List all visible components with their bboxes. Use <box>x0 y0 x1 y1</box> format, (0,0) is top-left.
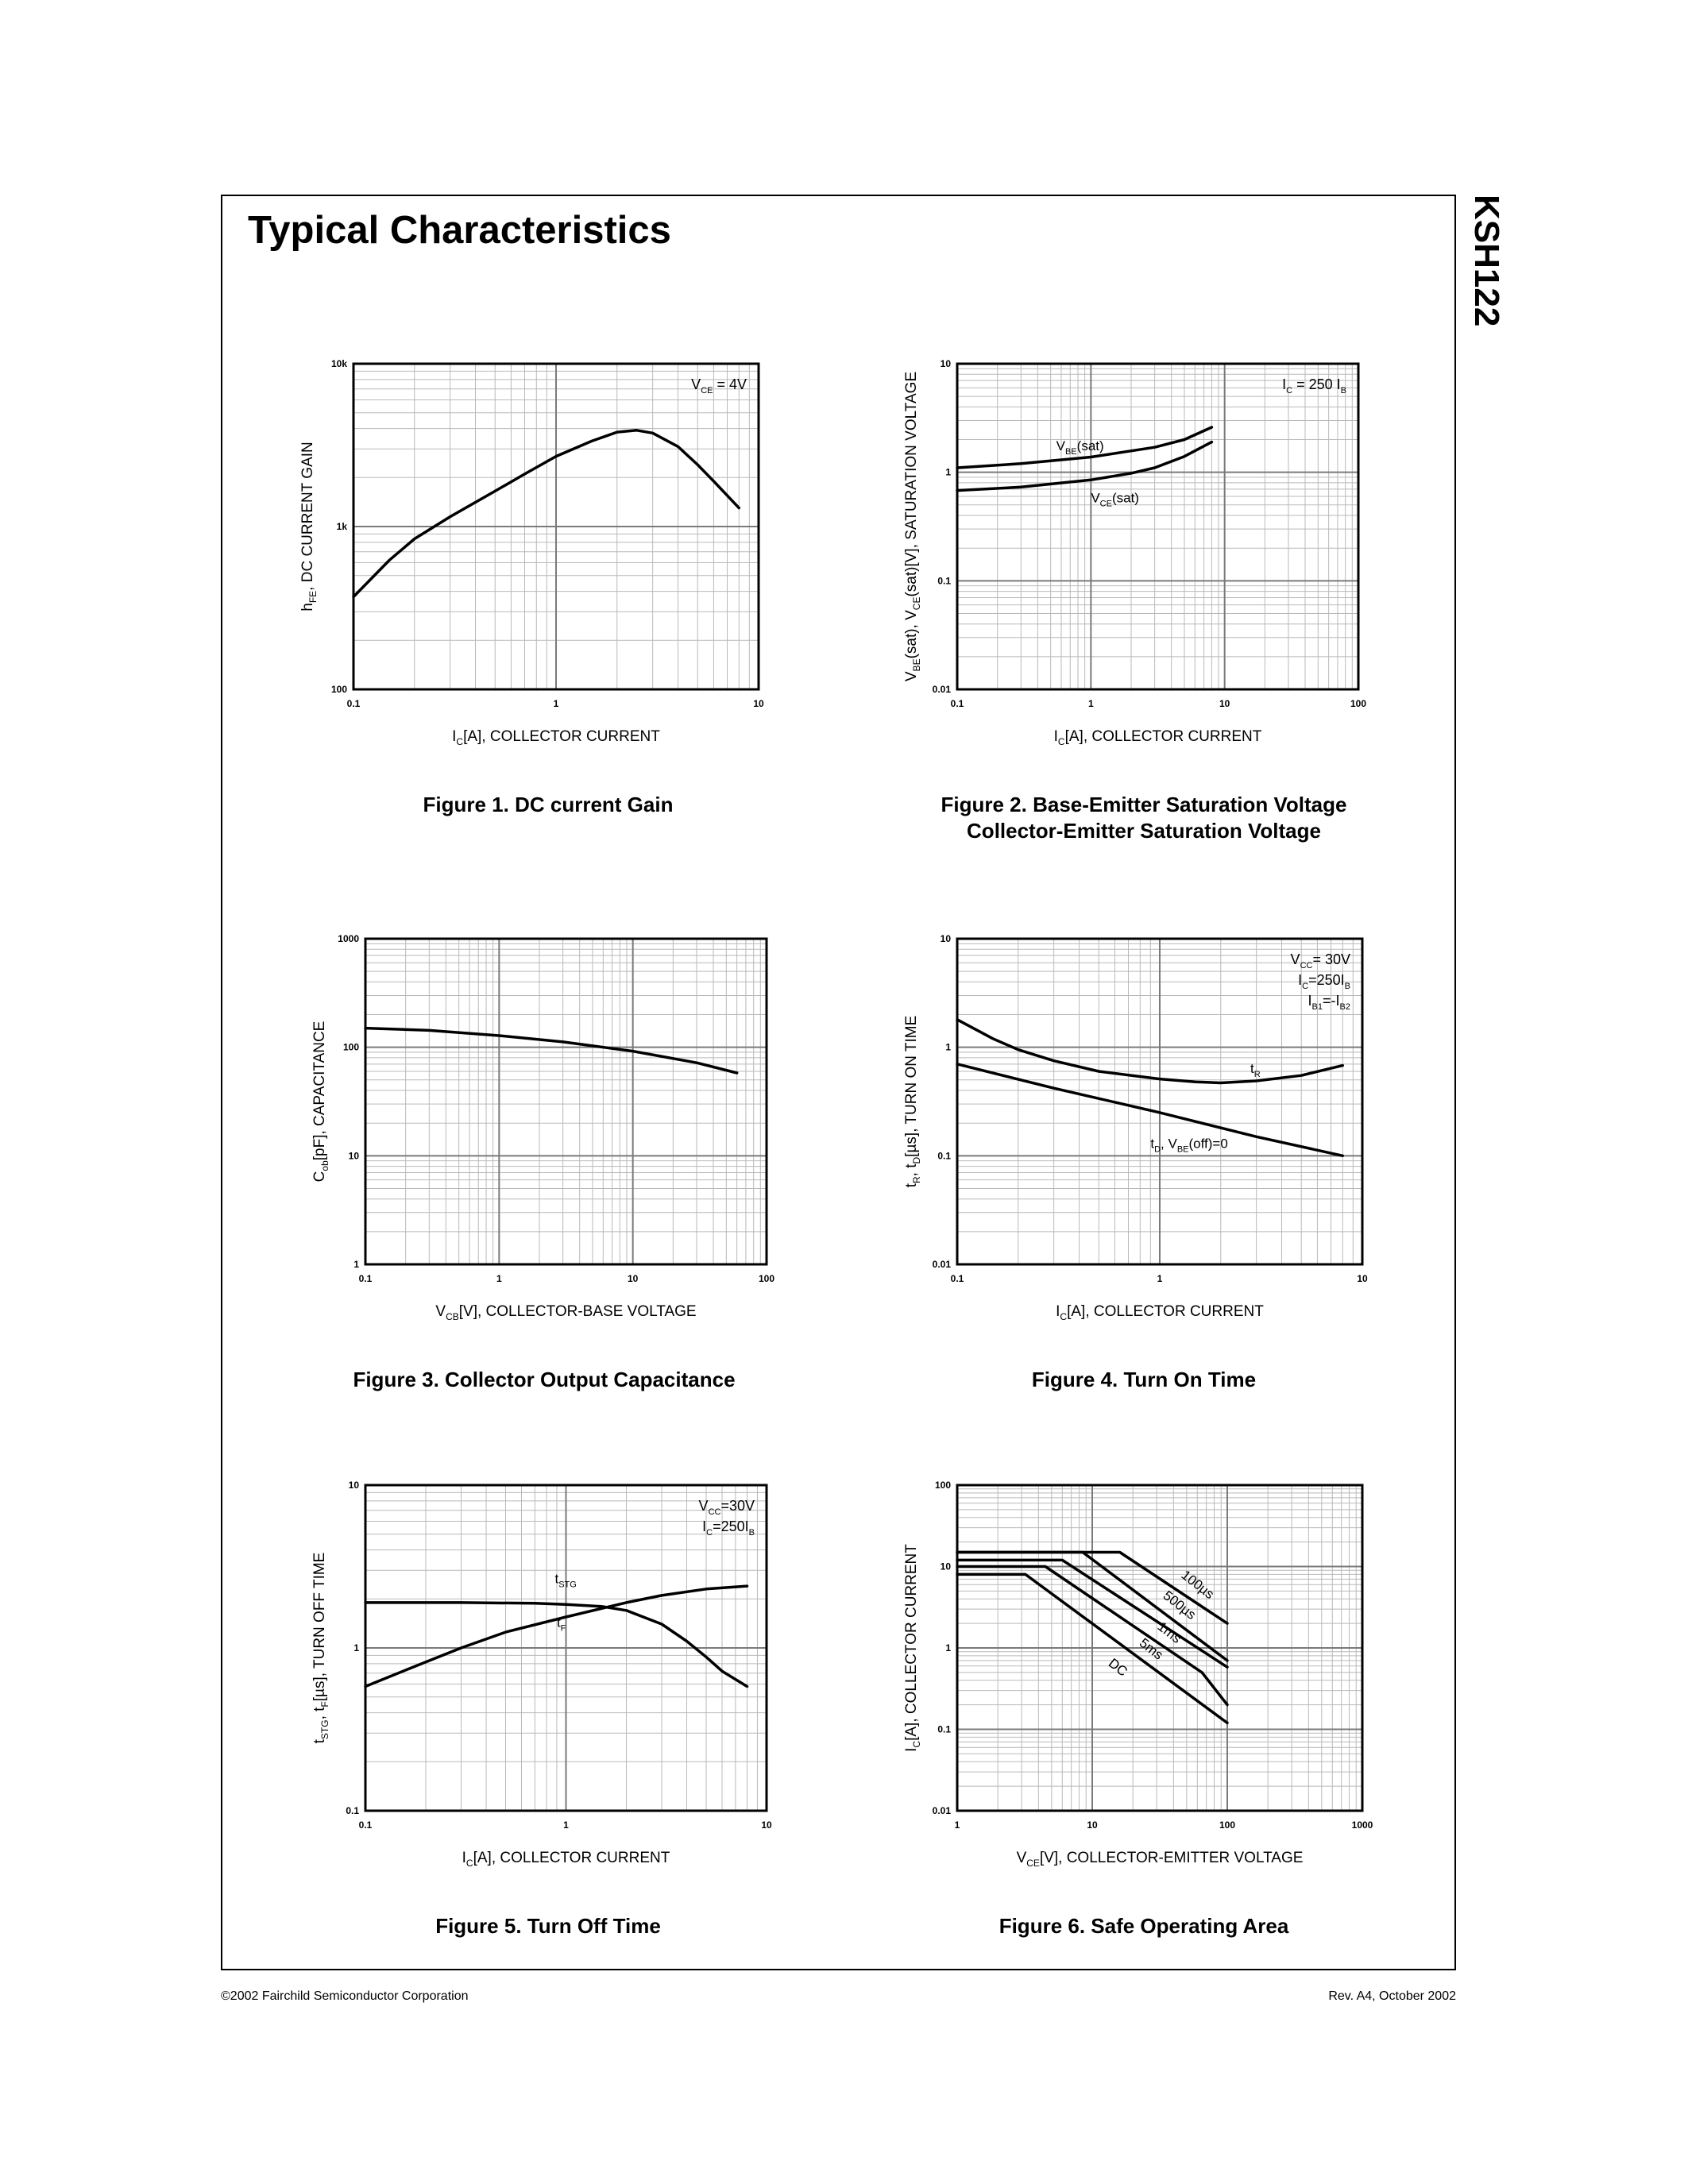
condition-label: $I_C = 250$ $I_B$ <box>1282 376 1346 396</box>
x-tick-label: 10 <box>761 1819 772 1831</box>
x-tick-label: 100 <box>758 1273 775 1284</box>
series-label: 5ms <box>1136 1634 1166 1663</box>
grid <box>365 939 767 1264</box>
series-line <box>957 1020 1342 1083</box>
caption-fig6: Figure 6. Safe Operating Area <box>999 1914 1289 1938</box>
y-axis-label: $V_{BE}(sat)$, $V_{CE}(sat)[V]$, SATURATION VOLTAGE <box>903 371 922 682</box>
y-tick-label: 0.01 <box>932 1259 951 1270</box>
x-tick-label: 10 <box>753 698 764 709</box>
x-tick-label: 0.1 <box>950 698 964 709</box>
series-line <box>365 1586 747 1686</box>
grid <box>353 364 759 689</box>
y-tick-label: 10 <box>940 1561 951 1572</box>
series-line <box>365 1028 737 1073</box>
series-label: 500µs <box>1160 1588 1199 1623</box>
caption-fig2-line1: Figure 2. Base-Emitter Saturation Voltage <box>941 793 1347 816</box>
y-tick-label: 0.1 <box>937 1723 951 1735</box>
plot-frame <box>365 939 767 1264</box>
condition-label: $I_C=250I_B$ <box>1298 972 1350 991</box>
y-tick-label: 10 <box>940 933 951 944</box>
y-tick-label: 10 <box>348 1150 359 1162</box>
footer-revision: Rev. A4, October 2002 <box>1328 1989 1456 2003</box>
x-tick-label: 0.1 <box>950 1273 964 1284</box>
y-axis-label: $t_R$, $t_D[\mu s]$, TURN ON TIME <box>903 1015 922 1188</box>
x-tick-label: 10 <box>1219 698 1230 709</box>
x-axis-label: $V_{CE}[V]$, COLLECTOR-EMITTER VOLTAGE <box>1016 1850 1304 1869</box>
series-label: $V_{CE}(sat)$ <box>1091 490 1139 509</box>
x-tick-label: 0.1 <box>358 1273 373 1284</box>
chart-turn-on-time <box>882 931 1382 1328</box>
caption-fig3: Figure 3. Collector Output Capacitance <box>353 1368 736 1391</box>
y-tick-label: 1 <box>945 466 951 478</box>
series-label: $t_R$ <box>1250 1060 1261 1079</box>
series-label: 1ms <box>1154 1619 1184 1647</box>
x-tick-label: 1 <box>496 1273 502 1284</box>
x-tick-label: 10 <box>627 1273 639 1284</box>
y-tick-label: 0.01 <box>932 684 951 695</box>
y-tick-label: 100 <box>342 1041 359 1053</box>
y-axis-label: $t_{STG}$, $t_F[\mu s]$, TURN OFF TIME <box>311 1552 330 1744</box>
x-tick-label: 10 <box>1087 1819 1098 1831</box>
footer-copyright: ©2002 Fairchild Semiconductor Corporation <box>221 1989 469 2003</box>
x-tick-label: 1 <box>1087 698 1094 709</box>
y-axis-label: $I_C[A]$, COLLECTOR CURRENT <box>903 1544 922 1752</box>
x-tick-label: 0.1 <box>346 698 361 709</box>
y-tick-label: 10 <box>940 358 951 369</box>
plot-frame <box>957 364 1358 689</box>
series-label: $t_D$, $V_{BE}(off)=0$ <box>1150 1136 1228 1155</box>
x-tick-label: 10 <box>1357 1273 1368 1284</box>
chart-collector-output-capacitance <box>294 931 794 1328</box>
x-tick-label: 0.1 <box>358 1819 373 1831</box>
grid <box>957 364 1358 689</box>
condition-label: $V_{CE} = 4V$ <box>691 376 747 396</box>
y-tick-label: 1k <box>336 521 347 532</box>
condition-label: $V_{CC}= 30V$ <box>1290 951 1350 970</box>
chart-dc-current-gain <box>294 356 794 753</box>
series-label: $t_F$ <box>556 1615 566 1634</box>
chart-saturation-voltage <box>882 356 1382 753</box>
y-tick-label: 0.01 <box>932 1805 951 1816</box>
y-tick-label: 1 <box>945 1642 951 1653</box>
x-tick-label: 100 <box>1350 698 1367 709</box>
x-tick-label: 100 <box>1219 1819 1236 1831</box>
y-tick-label: 100 <box>330 684 347 695</box>
y-tick-label: 10k <box>330 358 347 369</box>
condition-label: $V_{CC}=30V$ <box>698 1498 755 1517</box>
y-tick-label: 0.1 <box>937 575 951 587</box>
x-tick-label: 1 <box>1157 1273 1163 1284</box>
x-tick-label: 1 <box>563 1819 569 1831</box>
chart-turn-off-time <box>294 1477 794 1874</box>
x-tick-label: 1 <box>954 1819 960 1831</box>
series-label: 100µs <box>1178 1567 1218 1603</box>
y-tick-label: 1 <box>353 1259 359 1270</box>
x-axis-label: $I_C[A]$, COLLECTOR CURRENT <box>452 728 660 747</box>
y-tick-label: 1000 <box>338 933 359 944</box>
y-axis-label: $h_{FE}$, DC CURRENT GAIN <box>299 442 319 612</box>
x-axis-label: $I_C[A]$, COLLECTOR CURRENT <box>462 1850 670 1869</box>
y-axis-label: $C_{ob}[pF]$, CAPACITANCE <box>311 1021 330 1183</box>
series-label: DC <box>1105 1655 1130 1680</box>
part-number: KSH122 <box>1467 195 1506 327</box>
y-tick-label: 10 <box>348 1480 359 1491</box>
chart-safe-operating-area <box>882 1477 1382 1874</box>
x-tick-label: 1 <box>553 698 559 709</box>
series-line <box>353 430 739 597</box>
caption-fig5: Figure 5. Turn Off Time <box>435 1914 661 1938</box>
caption-fig2-line2: Collector-Emitter Saturation Voltage <box>967 819 1321 843</box>
caption-fig1: Figure 1. DC current Gain <box>423 793 674 816</box>
x-axis-label: $I_C[A]$, COLLECTOR CURRENT <box>1056 1303 1264 1322</box>
x-axis-label: $I_C[A]$, COLLECTOR CURRENT <box>1053 728 1262 747</box>
series-label: $V_{BE}(sat)$ <box>1056 438 1104 457</box>
y-tick-label: 100 <box>934 1480 951 1491</box>
y-tick-label: 1 <box>945 1041 951 1053</box>
y-tick-label: 0.1 <box>937 1150 951 1162</box>
page-title: Typical Characteristics <box>248 209 671 252</box>
y-tick-label: 1 <box>353 1642 359 1653</box>
series-label: $t_{STG}$ <box>554 1571 577 1590</box>
part-number-tab <box>1460 195 1524 353</box>
condition-label: $I_{B1}=-I_{B2}$ <box>1308 993 1350 1012</box>
x-axis-label: $V_{CB}[V]$, COLLECTOR-BASE VOLTAGE <box>435 1303 697 1322</box>
y-tick-label: 0.1 <box>346 1805 359 1816</box>
caption-fig4: Figure 4. Turn On Time <box>1031 1368 1257 1391</box>
condition-label: $I_C=250I_B$ <box>702 1518 755 1538</box>
x-tick-label: 1000 <box>1351 1819 1373 1831</box>
